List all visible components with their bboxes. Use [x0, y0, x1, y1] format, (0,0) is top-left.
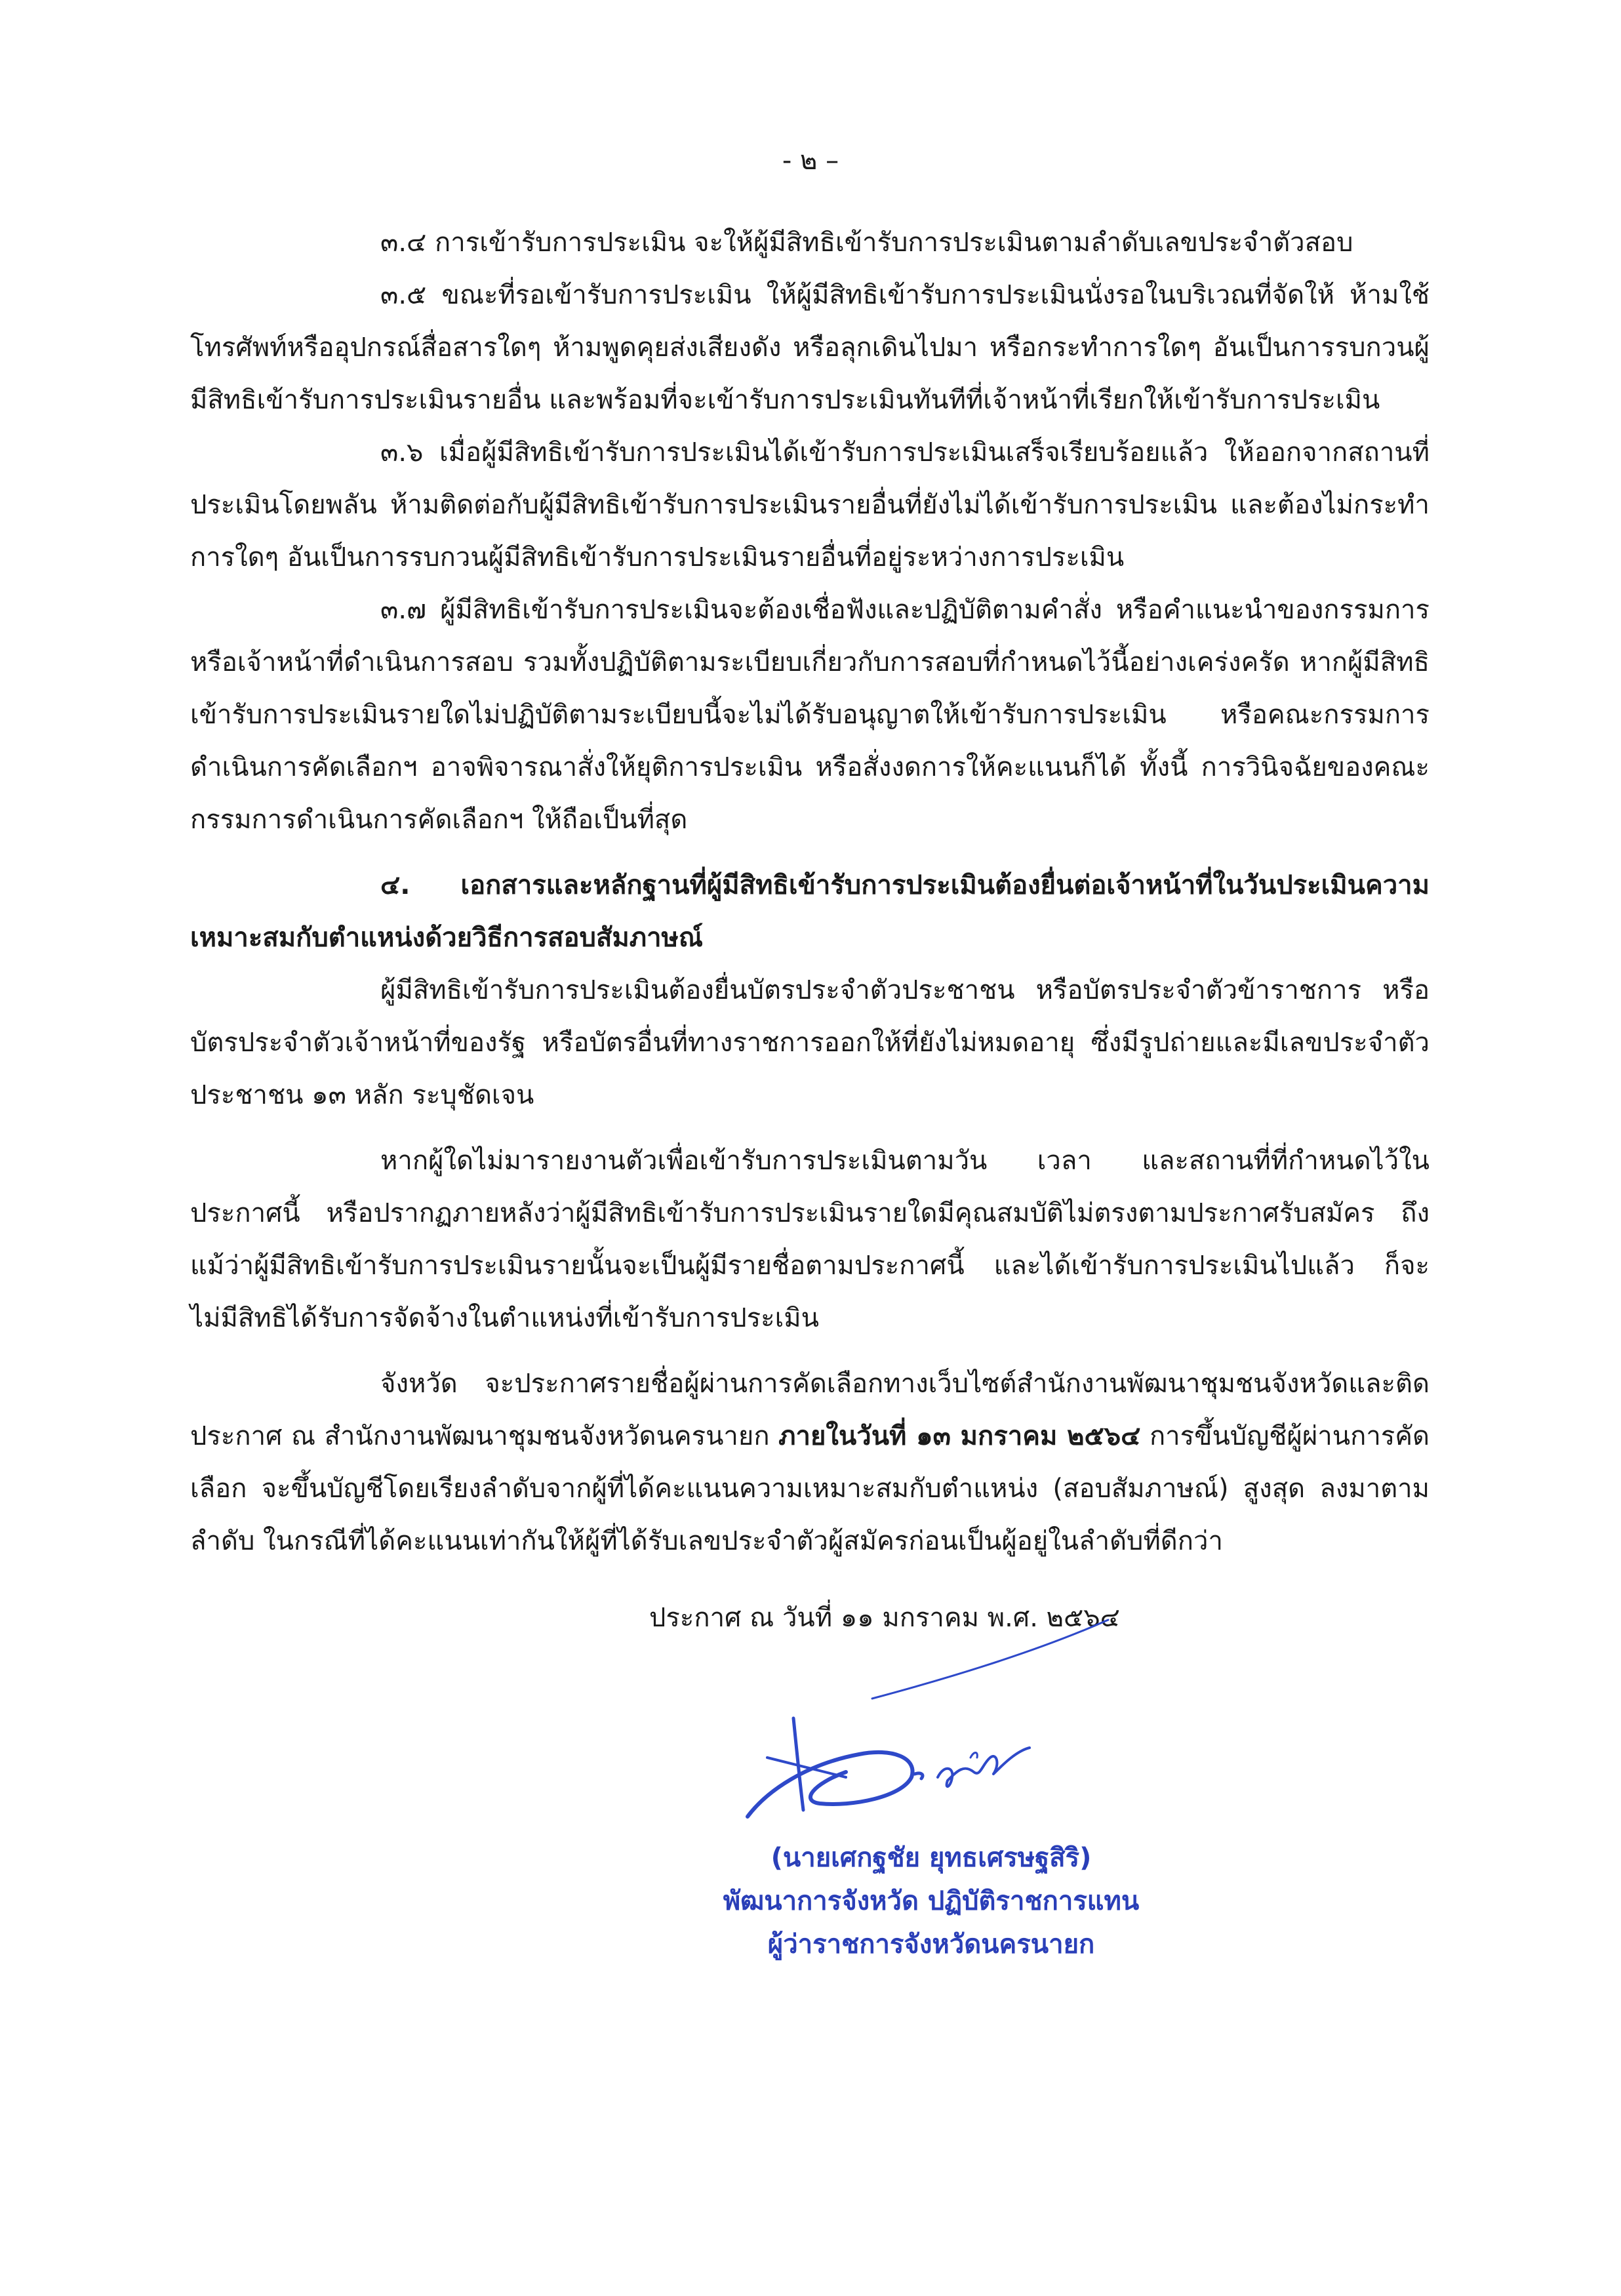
signatory-name: (นายเศกฐชัย ยุทธเศรษฐสิริ) — [770, 1843, 1092, 1873]
absent-clause: หากผู้ใดไม่มารายงานตัวเพื่อเข้ารับการประเมินตามวัน เวลา และสถานที่ที่กำหนดไว้ในประกาศนี้ หรือปรากฏภายหลังว่าผู้มีสิทธิเข้ารับการประเมินรายใดมีคุณสมบัติไม่ตรงตามประกาศรับสมัคร ถึงแม้ว่าผู้มีสิทธิเข้ารับการประเมินรายนั้นจะเป็นผู้มีรายชื่อตามประกาศนี้ และได้เข้ารับการประเมินไปแล้ว ก็จะไม่มีสิทธิได้รับการจัดจ้างในตำแหน่งที่เข้ารับการประเมิน — [190, 1146, 1430, 1333]
signatory-block — [656, 1836, 1207, 1966]
document-body — [190, 216, 1430, 1567]
announcement-text-b: การขึ้นบัญชีผู้ผ่านการคัดเลือก จะขึ้นบัญชีโดยเรียงลำดับจากผู้ที่ได้คะแนนความเหมาะสมกับตำแหน่ง (สอบสัมภาษณ์) สูงสุด ลงมาตามลำดับ ในกรณีที่ได้คะแนนเท่ากันให้ผู้ที่ได้รับเลขประจำตัวผู้สมัครก่อนเป็นผู้อยู่ในลำดับที่ดีกว่า — [190, 1421, 1430, 1556]
section-4-heading: ๔. เอกสารและหลักฐานที่ผู้มีสิทธิเข้ารับการประเมินต้องยื่นต่อเจ้าหน้าที่ในวันประเมินความเหมาะสมกับตำแหน่งด้วยวิธีการสอบสัมภาษณ์ — [190, 870, 1430, 953]
handwritten-signature — [721, 1600, 1272, 1830]
section-4-body: ผู้มีสิทธิเข้ารับการประเมินต้องยื่นบัตรประจำตัวประชาชน หรือบัตรประจำตัวข้าราชการ หรือบัตรประจำตัวเจ้าหน้าที่ของรัฐ หรือบัตรอื่นที่ทางราชการออกให้ที่ยังไม่หมดอายุ ซึ่งมีรูปถ่ายและมีเลขประจำตัวประชาชน ๑๓ หลัก ระบุชัดเจน — [190, 975, 1430, 1110]
announcement-date: ประกาศ ณ วันที่ ๑๑ มกราคม พ.ศ. ๒๕๖๔ — [649, 1603, 1120, 1633]
clause-3-7: ๓.๗ ผู้มีสิทธิเข้ารับการประเมินจะต้องเชื่อฟังและปฏิบัติตามคำสั่ง หรือคำแนะนำของกรรมการหรือเจ้าหน้าที่ดำเนินการสอบ รวมทั้งปฏิบัติตามระเบียบเกี่ยวกับการสอบที่กำหนดไว้นี้อย่างเคร่งครัด หากผู้มีสิทธิเข้ารับการประเมินรายใดไม่ปฏิบัติตามระเบียบนี้จะไม่ได้รับอนุญาตให้เข้ารับการประเมิน หรือคณะกรรมการดำเนินการคัดเลือกฯ อาจพิจารณาสั่งให้ยุติการประเมิน หรือสั่งงดการให้คะแนนก็ได้ ทั้งนี้ การวินิจฉัยของคณะกรรมการดำเนินการคัดเลือกฯ ให้ถือเป็นที่สุด — [190, 595, 1430, 835]
page-number: - ๒ – — [782, 146, 839, 176]
clause-3-6: ๓.๖ เมื่อผู้มีสิทธิเข้ารับการประเมินได้เข้ารับการประเมินเสร็จเรียบร้อยแล้ว ให้ออกจากสถานที่ประเมินโดยพลัน ห้ามติดต่อกับผู้มีสิทธิเข้ารับการประเมินรายอื่นที่ยังไม่ได้เข้ารับการประเมิน และต้องไม่กระทำการใดๆ อันเป็นการรบกวนผู้มีสิทธิเข้ารับการประเมินรายอื่นที่อยู่ระหว่างการประเมิน — [190, 437, 1430, 573]
signatory-position: พัฒนาการจังหวัด ปฏิบัติราชการแทน — [723, 1886, 1140, 1916]
announcement-deadline: ภายในวันที่ ๑๓ มกราคม ๒๕๖๔ — [778, 1421, 1141, 1451]
announcement-text-a: จังหวัด จะประกาศรายชื่อผู้ผ่านการคัดเลือกทางเว็บไซต์สำนักงานพัฒนาชุมชนจังหวัดและติดประกาศ ณ สำนักงานพัฒนาชุมชนจังหวัดนครนายก — [190, 1369, 1430, 1451]
clause-3-4: ๓.๔ การเข้ารับการประเมิน จะให้ผู้มีสิทธิเข้ารับการประเมินตามลำดับเลขประจำตัวสอบ — [380, 228, 1353, 258]
announcement-clause — [190, 1358, 1430, 1567]
signatory-office: ผู้ว่าราชการจังหวัดนครนายก — [767, 1929, 1095, 1960]
clause-3-5: ๓.๕ ขณะที่รอเข้ารับการประเมิน ให้ผู้มีสิทธิเข้ารับการประเมินนั่งรอในบริเวณที่จัดให้ ห้ามใช้โทรศัพท์หรืออุปกรณ์สื่อสารใดๆ ห้ามพูดคุยส่งเสียงดัง หรือลุกเดินไปมา หรือกระทำการใดๆ อันเป็นการรบกวนผู้มีสิทธิเข้ารับการประเมินรายอื่น และพร้อมที่จะเข้ารับการประเมินทันทีที่เจ้าหน้าที่เรียกให้เข้ารับการประเมิน — [190, 280, 1430, 415]
